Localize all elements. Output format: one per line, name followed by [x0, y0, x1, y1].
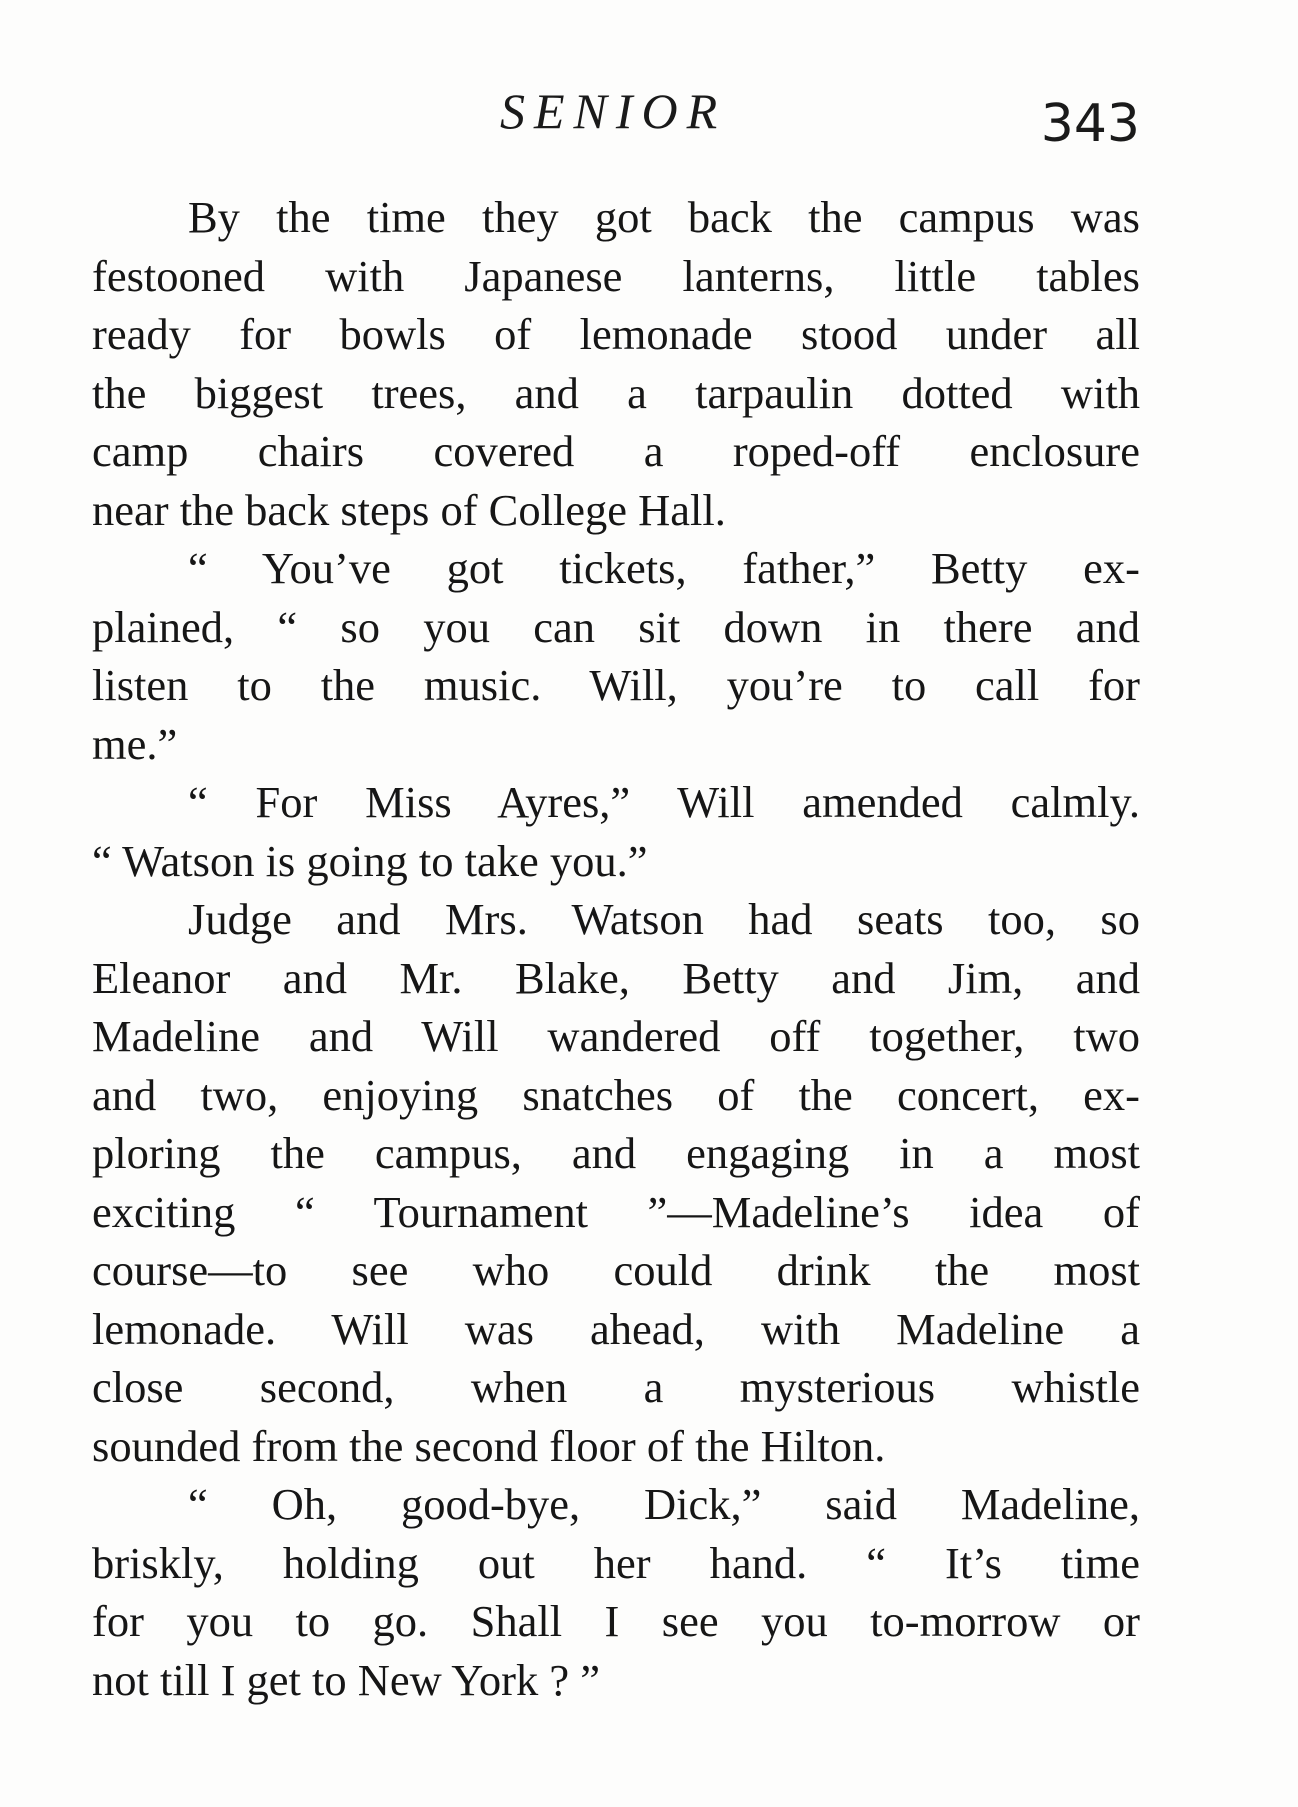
paragraph-5 [92, 1475, 1140, 1709]
paragraph-2 [92, 539, 1140, 773]
paragraph-4 [92, 890, 1140, 1475]
text-line: camp chairs covered a roped-off enclosure [92, 426, 1140, 476]
text-line: Madeline and Will wandered off together, two [92, 1011, 1140, 1061]
body-text [92, 188, 1140, 1709]
text-line: “ You’ve got tickets, father,” Betty ex- [188, 543, 1140, 593]
text-line: lemonade. Will was ahead, with Madeline a [92, 1303, 1140, 1354]
text-line: ploring the campus, and engaging in a most [92, 1128, 1140, 1178]
text-line: and two, enjoying snatches of the concert, ex- [92, 1069, 1140, 1120]
text-line: listen to the music. Will, you’re to call for [92, 660, 1140, 710]
text-line: “ Watson is going to take you.” [92, 835, 648, 886]
text-line: sounded from the second floor of the Hilton. [92, 1420, 886, 1471]
text-line: “ Oh, good-bye, Dick,” said Madeline, [188, 1479, 1140, 1529]
text-line: briskly, holding out her hand. “ It’s time [92, 1537, 1140, 1588]
page-header [140, 82, 1140, 172]
text-line: me.” [92, 718, 178, 769]
text-line: the biggest trees, and a tarpaulin dotted with [92, 367, 1140, 418]
running-head: SENIOR [500, 83, 727, 139]
text-line: ready for bowls of lemonade stood under all [92, 309, 1140, 359]
text-line: plained, “ so you can sit down in there and [92, 601, 1140, 652]
text-line: course—to see who could drink the most [92, 1245, 1140, 1295]
text-line: near the back steps of College Hall. [92, 484, 726, 535]
text-line: By the time they got back the campus was [188, 192, 1140, 242]
page-number: 343 [1040, 94, 1140, 154]
text-line: exciting “ Tournament ”—Madeline’s idea of [92, 1186, 1140, 1237]
text-line: not till I get to New York ? ” [92, 1654, 600, 1705]
paragraph-1 [92, 188, 1140, 539]
text-line: festooned with Japanese lanterns, little tables [92, 250, 1140, 301]
paragraph-3 [92, 773, 1140, 890]
text-line: Eleanor and Mr. Blake, Betty and Jim, and [92, 952, 1140, 1003]
text-line: for you to go. Shall I see you to-morrow or [92, 1596, 1140, 1646]
text-line: “ For Miss Ayres,” Will amended calmly. [188, 777, 1140, 827]
text-line: close second, when a mysterious whistle [92, 1362, 1140, 1412]
text-line: Judge and Mrs. Watson had seats too, so [188, 894, 1140, 944]
